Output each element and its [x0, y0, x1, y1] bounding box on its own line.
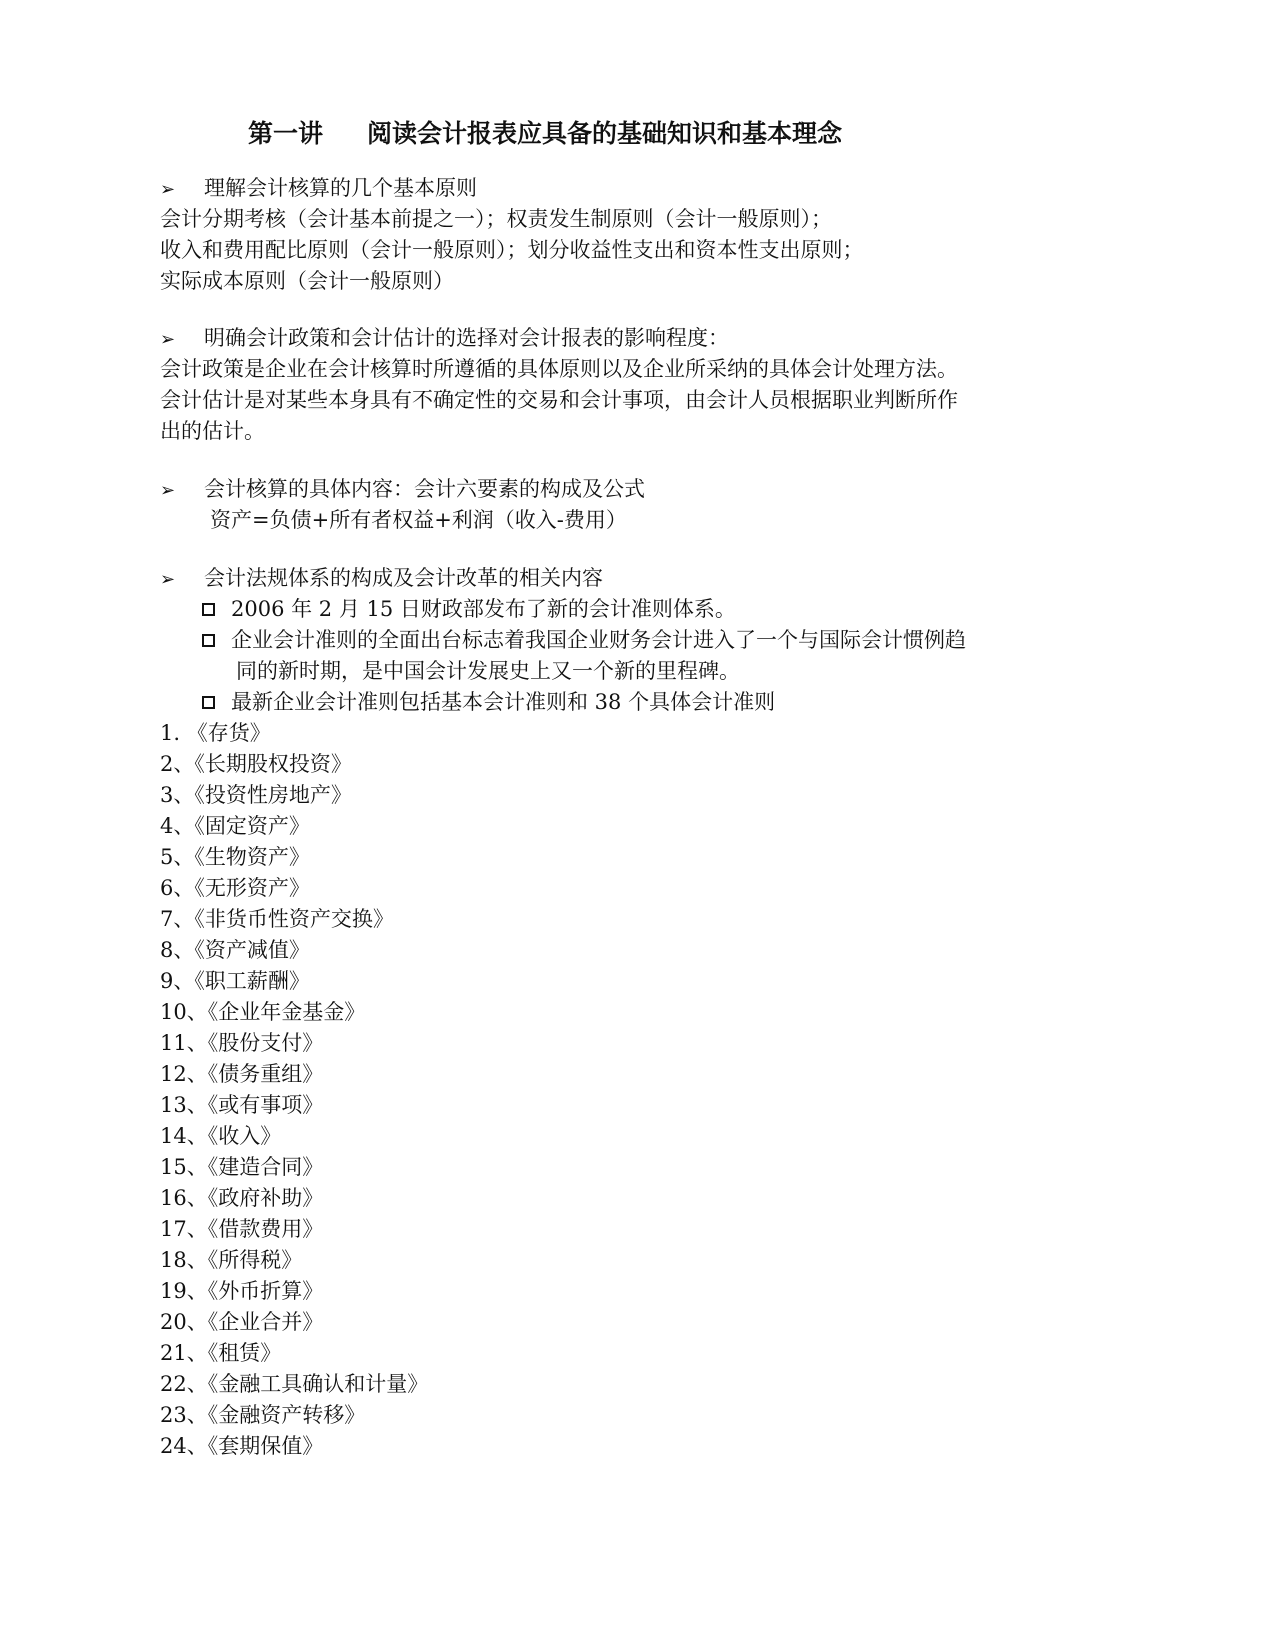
title-lecture-number: 第一讲	[248, 119, 324, 148]
standard-list-item: 24、《套期保值》	[160, 1434, 324, 1458]
standard-list-item: 16、《政府补助》	[160, 1186, 324, 1210]
standard-list-item: 3、《投资性房地产》	[160, 783, 352, 807]
section-text: 会计政策是企业在会计核算时所遵循的具体原则以及企业所采纳的具体会计处理方法。	[160, 357, 958, 381]
standard-list-item: 18、《所得税》	[160, 1248, 303, 1272]
standard-list-item: 9、《职工薪酬》	[160, 969, 310, 993]
checkbox-bullet-item: 2006 年 2 月 15 日财政部发布了新的会计准则体系。	[202, 593, 736, 625]
standard-list-item: 5、《生物资产》	[160, 845, 310, 869]
standard-list-item: 23、《金融资产转移》	[160, 1403, 366, 1427]
section-text: 出的估计。	[160, 419, 265, 443]
standard-list-item: 13、《或有事项》	[160, 1093, 324, 1117]
section-heading: ➢ 会计法规体系的构成及会计改革的相关内容	[160, 562, 603, 596]
standard-list-item: 11、《股份支付》	[160, 1031, 324, 1055]
arrow-bullet-icon: ➢	[160, 179, 176, 200]
checkbox-bullet-item: 企业会计准则的全面出台标志着我国企业财务会计进入了一个与国际会计惯例趋	[202, 624, 966, 656]
standard-list-item: 4、《固定资产》	[160, 814, 310, 838]
page-title	[248, 118, 842, 150]
title-text: 阅读会计报表应具备的基础知识和基本理念	[367, 119, 843, 148]
checkbox-bullet-item: 最新企业会计准则包括基本会计准则和 38 个具体会计准则	[202, 686, 775, 718]
checkbox-bullet-continuation: 同的新时期，是中国会计发展史上又一个新的里程碑。	[236, 659, 740, 683]
square-bullet-icon	[202, 603, 215, 616]
standard-list-item: 20、《企业合并》	[160, 1310, 324, 1334]
standard-list-item: 22、《金融工具确认和计量》	[160, 1372, 429, 1396]
arrow-bullet-icon: ➢	[160, 569, 176, 590]
standard-list-item: 19、《外币折算》	[160, 1279, 324, 1303]
standard-list-item: 10、《企业年金基金》	[160, 1000, 366, 1024]
standard-list-item: 1. 《存货》	[160, 721, 271, 745]
standard-list-item: 12、《债务重组》	[160, 1062, 324, 1086]
standard-list-item: 7、《非货币性资产交换》	[160, 907, 394, 931]
standard-list-item: 14、《收入》	[160, 1124, 282, 1148]
section-text: 会计估计是对某些本身具有不确定性的交易和会计事项，由会计人员根据职业判断所作	[160, 388, 958, 412]
section-text: 会计分期考核（会计基本前提之一）；权责发生制原则（会计一般原则）；	[160, 207, 832, 231]
standard-list-item: 15、《建造合同》	[160, 1155, 324, 1179]
section-text: 收入和费用配比原则（会计一般原则）；划分收益性支出和资本性支出原则；	[160, 238, 864, 262]
square-bullet-icon	[202, 634, 215, 647]
section-heading: ➢ 明确会计政策和会计估计的选择对会计报表的影响程度：	[160, 322, 729, 356]
standard-list-item: 6、《无形资产》	[160, 876, 310, 900]
standard-list-item: 21、《租赁》	[160, 1341, 282, 1365]
standard-list-item: 8、《资产减值》	[160, 938, 310, 962]
formula-text: 资产=负债+所有者权益+利润（收入-费用）	[210, 508, 627, 532]
arrow-bullet-icon: ➢	[160, 329, 176, 350]
square-bullet-icon	[202, 696, 215, 709]
section-text: 实际成本原则（会计一般原则）	[160, 269, 454, 293]
arrow-bullet-icon: ➢	[160, 480, 176, 501]
standard-list-item: 17、《借款费用》	[160, 1217, 324, 1241]
standard-list-item: 2、《长期股权投资》	[160, 752, 352, 776]
section-heading: ➢ 理解会计核算的几个基本原则	[160, 172, 477, 206]
section-heading: ➢ 会计核算的具体内容：会计六要素的构成及公式	[160, 473, 645, 507]
